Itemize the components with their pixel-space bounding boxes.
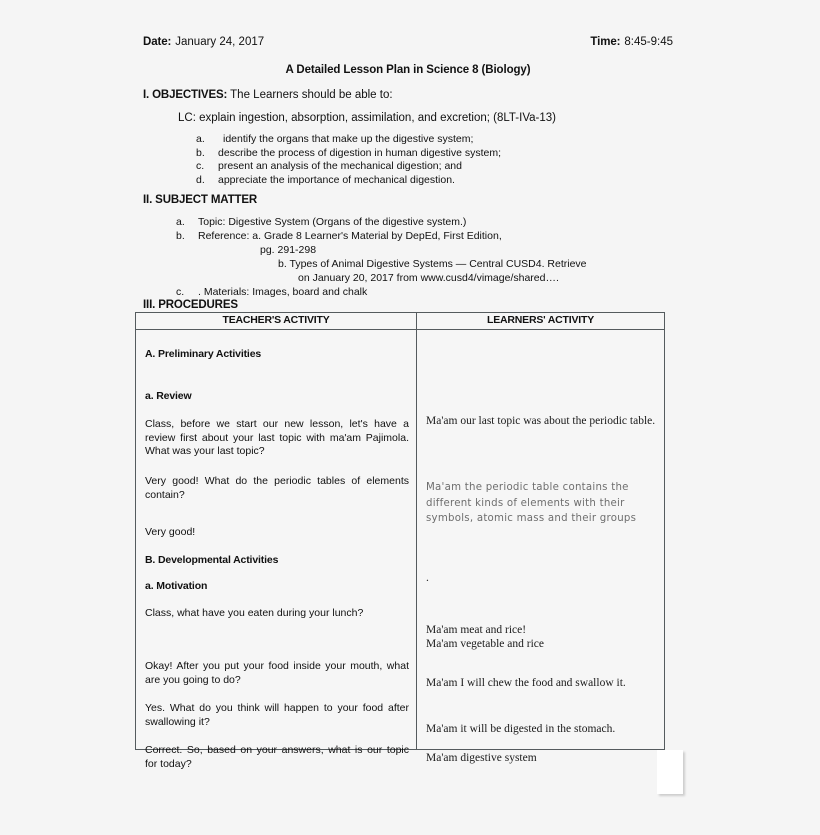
reference-text: Reference: a. Grade 8 Learner's Material by DepEd, First Edition, — [198, 230, 502, 242]
list-marker: a. — [176, 216, 185, 228]
learning-competency-line: LC: explain ingestion, absorption, assimilation, and excretion; (8LT-IVa-13) — [178, 112, 556, 124]
teacher-block-lunch-question: Class, what have you eaten during your lunch? — [145, 607, 364, 619]
procedures-heading: III. PROCEDURES — [143, 299, 238, 311]
teacher-block-mouth-question: Okay! After you put your food inside your mouth, what are you going to do? — [145, 660, 409, 686]
list-text: present an analysis of the mechanical digestion; and — [218, 160, 462, 173]
objectives-heading-rest: The Learners should be able to: — [227, 89, 393, 101]
time-field — [590, 36, 673, 48]
list-item — [176, 229, 676, 243]
document-meta-row — [143, 36, 673, 48]
page-title: A Detailed Lesson Plan in Science 8 (Biology) — [285, 64, 531, 76]
objectives-list — [196, 133, 666, 187]
learners-activity-column — [417, 330, 664, 764]
topic-text: Topic: Digestive System (Organs of the digestive system.) — [198, 216, 467, 228]
teacher-block-preliminary-activities: A. Preliminary Activities — [145, 348, 262, 360]
list-item — [176, 285, 676, 299]
list-text: identify the organs that make up the digestive system; — [223, 133, 474, 145]
list-marker: c. — [196, 160, 205, 173]
page-corner-artifact — [657, 750, 683, 794]
list-item — [196, 147, 666, 161]
learner-block-chew-and-swallow: Ma'am I will chew the food and swallow it. — [426, 677, 626, 689]
learner-block-dot: . — [426, 572, 429, 584]
teacher-block-topic-question: Correct. So, based on your answers, what is our topic for today? — [145, 744, 409, 770]
teacher-block-review-heading: a. Review — [145, 390, 192, 402]
teacher-block-developmental-activities: B. Developmental Activities — [145, 554, 279, 566]
reference-second-source-cont: on January 20, 2017 from www.cusd4/vimage/shared…. — [298, 272, 559, 284]
learner-block-meat-and-rice: Ma'am meat and rice! — [426, 624, 527, 636]
teacher-block-motivation-heading: a. Motivation — [145, 580, 208, 592]
procedures-table — [135, 312, 665, 770]
learner-block-vegetable-and-rice: Ma'am vegetable and rice — [426, 638, 544, 650]
teacher-block-periodic-question: Very good! What do the periodic tables of elements contain? — [145, 475, 409, 501]
objectives-heading-label: I. OBJECTIVES: — [143, 89, 228, 101]
teacher-block-review-prompt: Class, before we start our new lesson, let's have a review first about your last topic with ma'am Pajimola. What was your last topic? — [145, 418, 409, 457]
reference-page: pg. 291-298 — [260, 244, 317, 256]
time-label: Time: — [590, 36, 621, 48]
reference-second-source: b. Types of Animal Digestive Systems — Central CUSD4. Retrieve — [278, 258, 587, 270]
column-header-learners-activity: LEARNERS' ACTIVITY — [486, 314, 594, 326]
list-item — [196, 160, 666, 174]
list-text: appreciate the importance of mechanical digestion. — [218, 173, 455, 186]
learner-block-periodic-table-answer: Ma'am our last topic was about the periodic table. — [426, 415, 656, 427]
objectives-heading — [143, 89, 683, 101]
materials-text: . Materials: Images, board and chalk — [198, 286, 368, 298]
teacher-activity-column — [136, 330, 417, 770]
list-marker: b. — [176, 230, 185, 242]
table-body — [136, 330, 664, 770]
list-marker: d. — [196, 173, 205, 186]
column-header-teacher-activity: TEACHER'S ACTIVITY — [136, 313, 417, 329]
list-text: describe the process of digestion in human digestive system; — [218, 146, 502, 159]
learner-block-digestive-system: Ma'am digestive system — [426, 752, 537, 764]
time-value: 8:45-9:45 — [624, 36, 673, 48]
list-item — [196, 174, 666, 188]
subject-matter-list — [176, 215, 676, 299]
date-label: Date: — [143, 36, 172, 48]
list-item — [196, 133, 666, 147]
list-marker: c. — [176, 286, 185, 298]
teacher-block-very-good: Very good! — [145, 526, 196, 538]
date-value: January 24, 2017 — [175, 36, 265, 48]
subject-matter-heading: II. SUBJECT MATTER — [143, 194, 258, 206]
learner-block-elements-answer: Ma'am the periodic table contains the different kinds of elements with their symbols, atomic mass and their groups — [426, 482, 637, 524]
date-field — [143, 36, 264, 48]
list-item — [176, 215, 676, 229]
table-header-row — [136, 313, 664, 330]
teacher-block-swallow-question: Yes. What do you think will happen to your food after swallowing it? — [145, 702, 409, 728]
list-marker: a. — [196, 133, 205, 145]
learner-block-digested-in-stomach: Ma'am it will be digested in the stomach. — [426, 723, 616, 735]
list-marker: b. — [196, 146, 205, 159]
